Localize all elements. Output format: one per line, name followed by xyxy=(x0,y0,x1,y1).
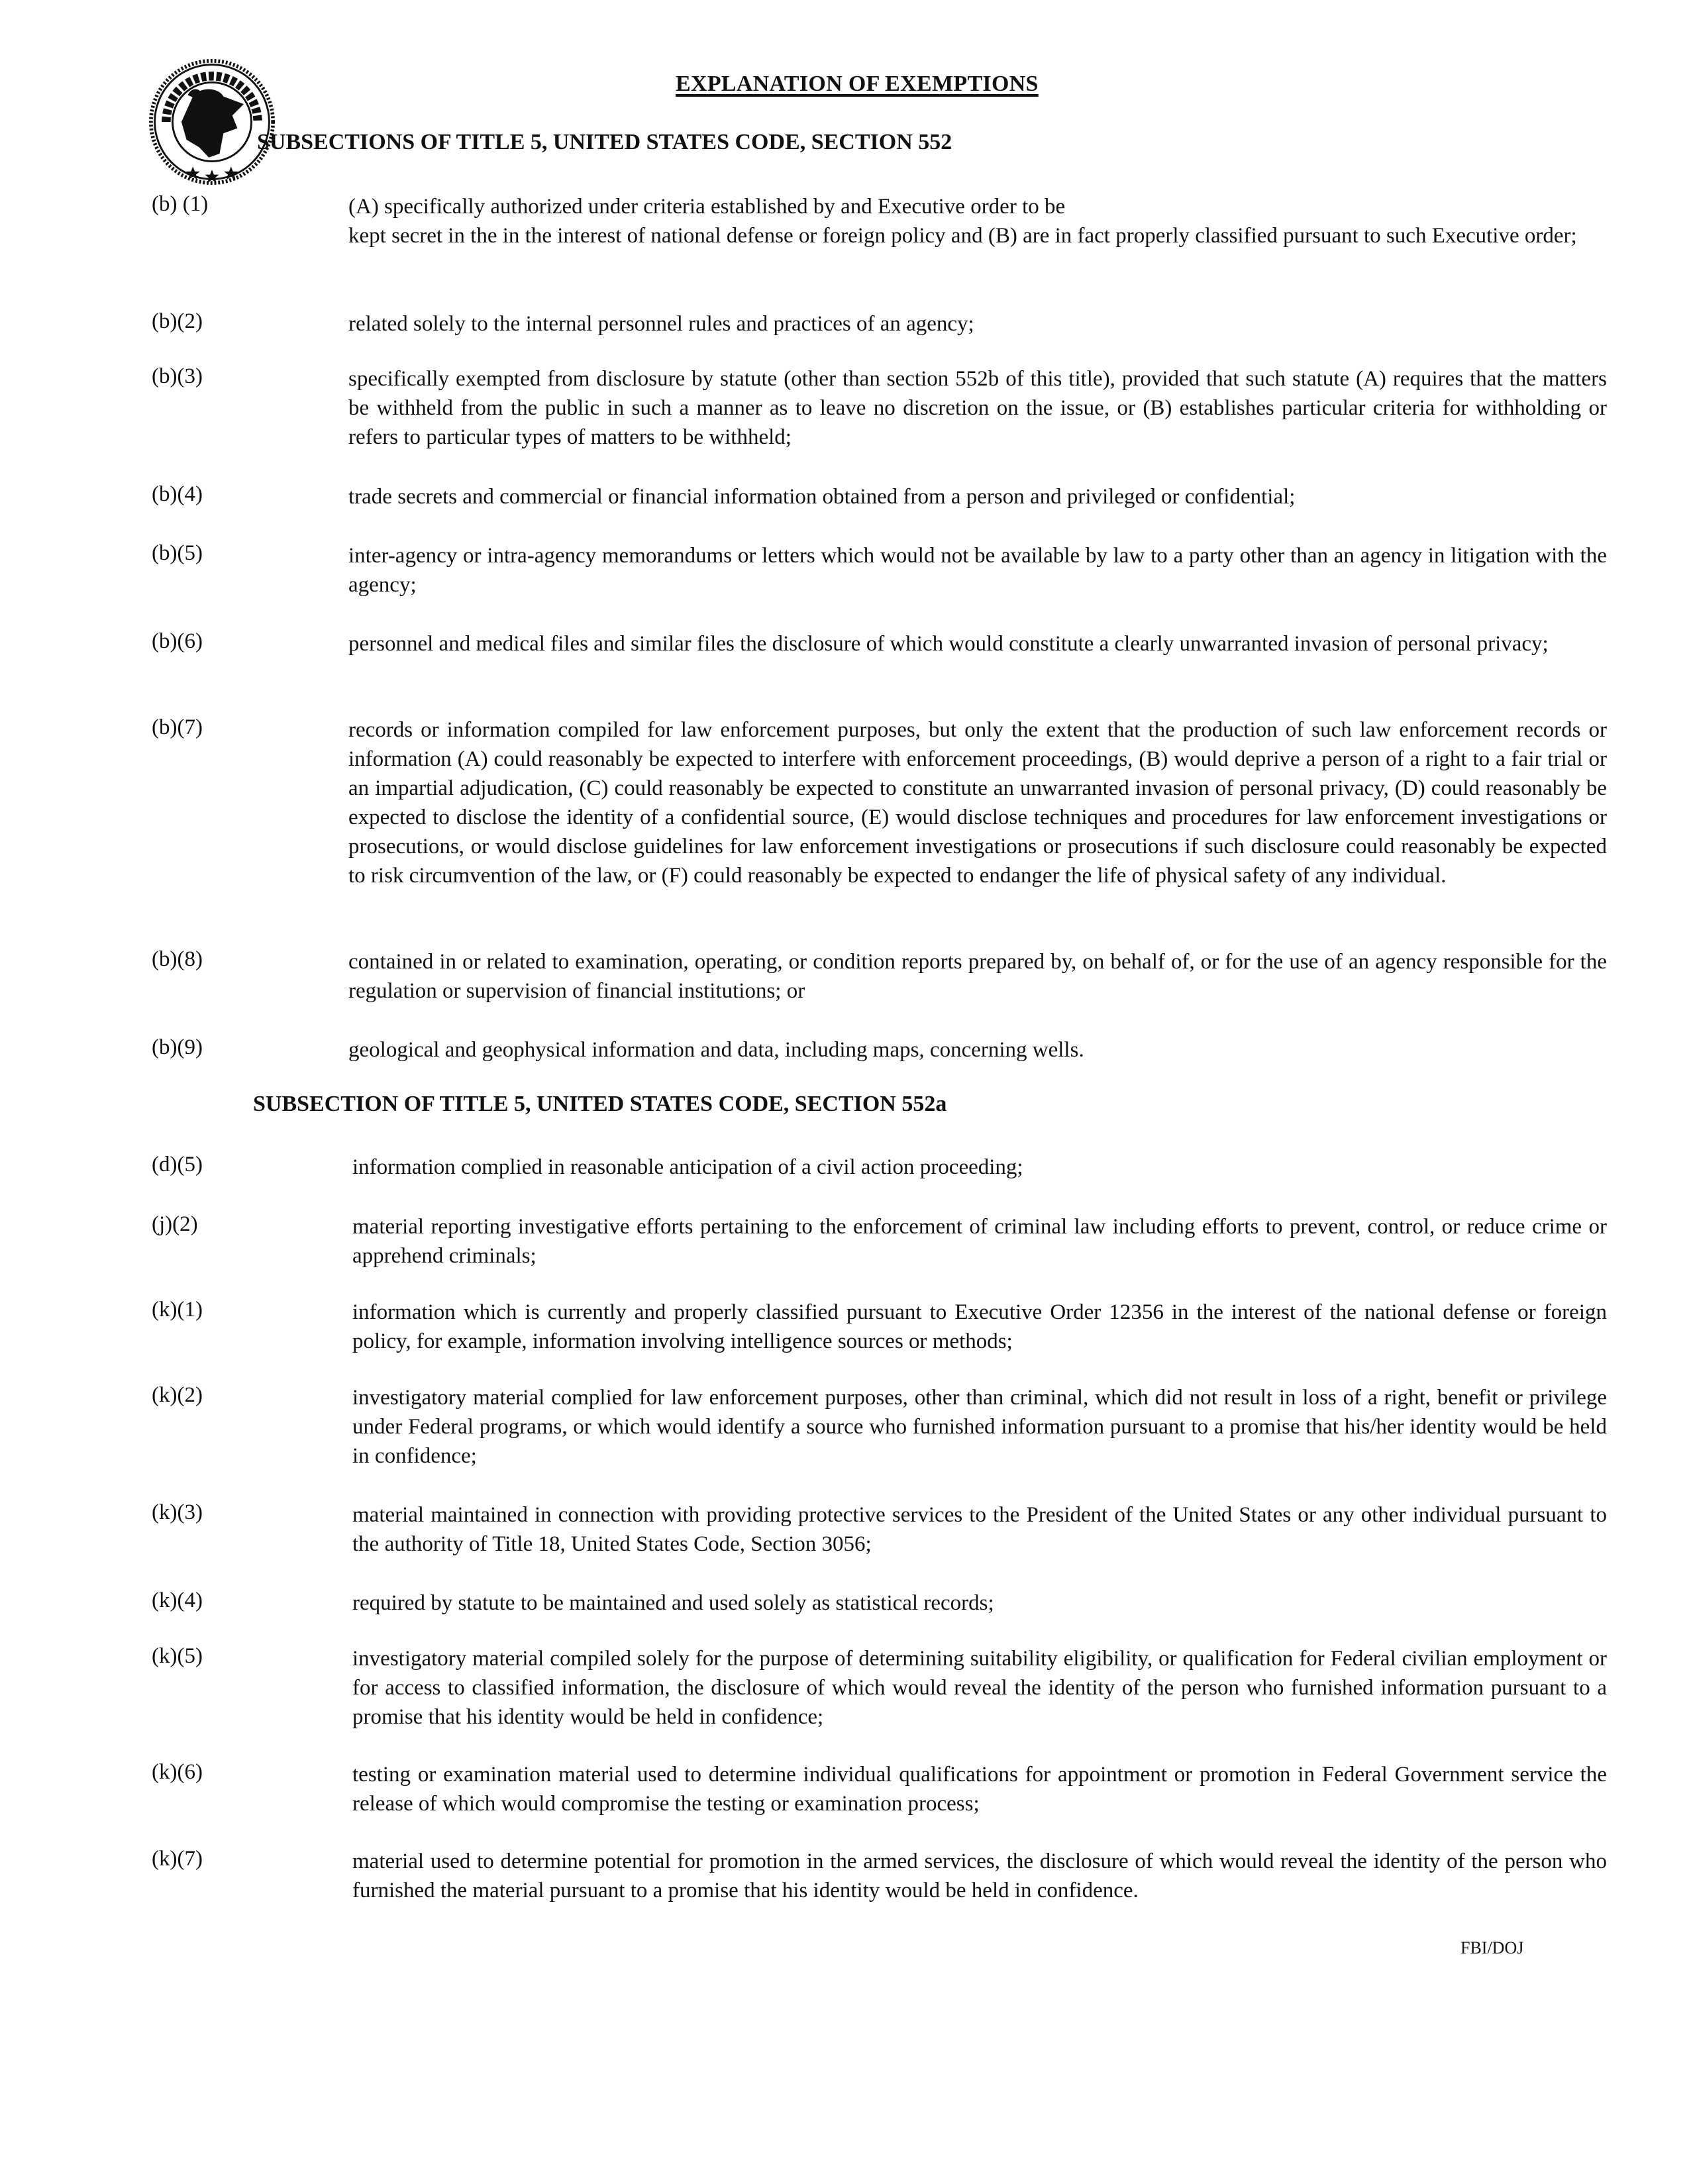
exemption-label: (k)(7) xyxy=(152,1847,203,1871)
section-552a-heading: SUBSECTION OF TITLE 5, UNITED STATES CODE, SECTION 552a xyxy=(253,1092,947,1116)
exemption-label: (k)(1) xyxy=(152,1298,203,1322)
exemption-label: (k)(5) xyxy=(152,1644,203,1668)
exemption-label: (b) (1) xyxy=(152,192,209,216)
exemption-text: investigatory material complied for law enforcement purposes, other than criminal, which did not result in loss of a right, benefit or privilege under Federal programs, or which would identify a source who furnished information pursuant to a promise that his/her identity would be held in confidence; xyxy=(352,1386,1607,1468)
exemption-label: (d)(5) xyxy=(152,1153,203,1176)
exemption-label: (k)(3) xyxy=(152,1500,203,1524)
footer-code: FBI/DOJ xyxy=(1460,1938,1524,1957)
exemption-text: information which is currently and properly classified pursuant to Executive Order 12356 in the interest of the national defense or foreign policy, for example, information involving intelligence sources or methods; xyxy=(352,1300,1607,1353)
exemption-text: geological and geophysical information and data, including maps, concerning wells. xyxy=(348,1038,1084,1062)
exemption-label: (b)(3) xyxy=(152,364,203,388)
exemption-label: (b)(8) xyxy=(152,947,203,971)
exemption-text: required by statute to be maintained and used solely as statistical records; xyxy=(352,1591,994,1615)
exemption-text: testing or examination material used to determine individual qualifications for appointment or promotion in Federal Government service the release of which would compromise the testing or examination process; xyxy=(352,1763,1607,1816)
doj-seal-logo xyxy=(148,58,276,185)
exemption-text: contained in or related to examination, operating, or condition reports prepared by, on behalf of, or for the use of an agency responsible for the regulation or supervision of financial institutions; or xyxy=(348,950,1607,1003)
exemption-label: (b)(5) xyxy=(152,541,203,565)
section-552-heading: SUBSECTIONS OF TITLE 5, UNITED STATES CODE, SECTION 552 xyxy=(257,130,952,154)
exemption-label: (b)(7) xyxy=(152,715,203,739)
exemption-label: (b)(2) xyxy=(152,309,203,333)
exemption-label: (j)(2) xyxy=(152,1212,198,1236)
document-title: EXPLANATION OF EXEMPTIONS xyxy=(676,72,1039,96)
exemption-text: inter-agency or intra-agency memorandums or letters which would not be available by law to a party other than an agency in litigation with the agency; xyxy=(348,544,1607,597)
exemption-text: material used to determine potential for promotion in the armed services, the disclosure of which would reveal the identity of the person who furnished the material pursuant to a promise that his identity would be held in confidence. xyxy=(352,1849,1607,1902)
exemption-label: (b)(6) xyxy=(152,629,203,653)
exemption-text: personnel and medical files and similar files the disclosure of which would constitute a clearly unwarranted invasion of personal privacy; xyxy=(348,632,1549,656)
exemption-text: material maintained in connection with providing protective services to the President of the United States or any other individual pursuant to the authority of Title 18, United States Code, Section 3056; xyxy=(352,1503,1607,1556)
exemption-text: specifically exempted from disclosure by statute (other than section 552b of this title), provided that such statute (A) requires that the matters be withheld from the public in such a manner as to leave no discretion on the issue, or (B) establishes particular criteria for withholding or refers to particular types of matters to be withheld; xyxy=(348,367,1607,449)
exemption-text: trade secrets and commercial or financial information obtained from a person and privileged or confidential; xyxy=(348,485,1296,509)
exemption-label: (k)(2) xyxy=(152,1383,203,1407)
exemption-text: related solely to the internal personnel rules and practices of an agency; xyxy=(348,312,974,336)
exemption-label: (k)(6) xyxy=(152,1760,203,1784)
exemption-label: (b)(4) xyxy=(152,482,203,506)
exemption-text: investigatory material compiled solely for the purpose of determining suitability eligibility, or qualification for Federal civilian employment or for access to classified information, the disclosure of which would reveal the identity of the person who furnished information pursuant to a promise that his identity would be held in confidence; xyxy=(352,1647,1607,1729)
exemption-text xyxy=(348,192,1607,250)
exemption-label: (k)(4) xyxy=(152,1588,203,1612)
exemption-text-line: kept secret in the in the interest of national defense or foreign policy and (B) are in fact properly classified pursuant to such Executive order; xyxy=(348,224,1577,248)
exemption-text: information complied in reasonable anticipation of a civil action proceeding; xyxy=(352,1155,1023,1179)
exemption-label: (b)(9) xyxy=(152,1035,203,1059)
exemption-text: material reporting investigative efforts pertaining to the enforcement of criminal law including efforts to prevent, control, or reduce crime or apprehend criminals; xyxy=(352,1215,1607,1268)
exemption-text: records or information compiled for law enforcement purposes, but only the extent that the production of such law enforcement records or information (A) could reasonably be expected to interfere with enforcement proceedings, (B) would deprive a person of a right to a fair trial or an impartial adjudication, (C) could reasonably be expected to constitute an unwarranted invasion of personal privacy, (D) could reasonably be expected to disclose the identity of a confidential source, (E) would disclose techniques and procedures for law enforcement investigations or prosecutions, or would disclose guidelines for law enforcement investigations or prosecutions if such disclosure could reasonably be expected to risk circumvention of the law, or (F) could reasonably be expected to endanger the life of physical safety of any individual. xyxy=(348,718,1607,888)
exemption-text-line: (A) specifically authorized under criteria established by and Executive order to be xyxy=(348,195,1066,219)
